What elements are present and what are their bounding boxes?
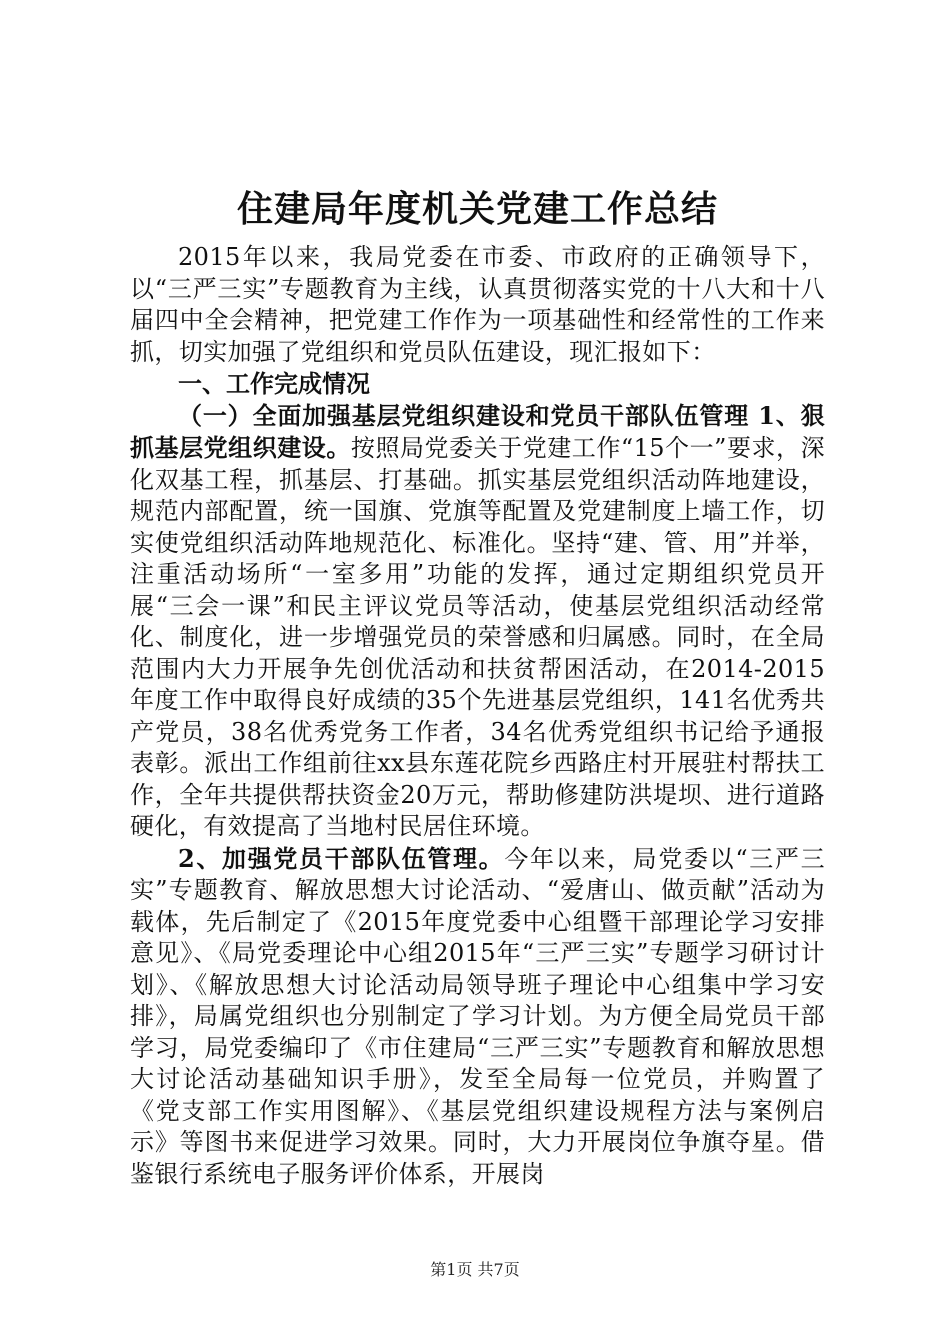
subsection-heading-1: （一）全面加强基层党组织建设和党员干部队伍管理 1、狠抓基层党组织建设。 [130, 400, 825, 462]
section-heading: 一、工作完成情况 [178, 369, 370, 398]
subsection-heading-2: 2、加强党员干部队伍管理。 [178, 843, 505, 873]
page-footer: 第1页 共7页 [430, 1260, 520, 1279]
subsection-body-1: 按照局党委关于党建工作“15个一”要求，深化双基工程，抓基层、打基础。抓实基层党组织活动阵地建设，规范内部配置，统一国旗、党旗等配置及党建制度上墙工作，切实使党组织活动阵地规范化、标准化。坚持“建、管、用”并举，注重活动场所“一室多用”功能的发挥，通过定期组织党员开展“三会一课”和民主评议党员等活动，使基层党组织活动经常化、制度化，进一步增强党员的荣誉感和归属感。同时，在全局范围内大力开展争先创优活动和扶贫帮困活动，在2014-2015年度工作中取得良好成绩的35个先进基层党组织，141名优秀共产党员，38名优秀党务工作者，34名优秀党组织书记给予通报表彰。派出工作组前往xx县东莲花院乡西路庄村开展驻村帮扶工作，全年共提供帮扶资金20万元，帮助修建防洪堤坝、进行道路硬化，有效提高了当地村民居住环境。 [130, 434, 825, 840]
subsection-paragraph-1 [130, 400, 825, 843]
document-page [130, 182, 825, 1190]
document-title: 住建局年度机关党建工作总结 [236, 188, 718, 230]
intro-paragraph: 2015年以来，我局党委在市委、市政府的正确领导下，以“三严三实”专题教育为主线，认真贯彻落实党的十八大和十八届四中全会精神，把党建工作作为一项基础性和经常性的工作来抓，切实加强了党组织和党员队伍建设，现汇报如下： [130, 243, 825, 366]
subsection-paragraph-2 [130, 843, 825, 1191]
subsection-body-2: 今年以来，局党委以“三严三实”专题教育、解放思想大讨论活动、“爱唐山、做贡献”活动为载体，先后制定了《2015年度党委中心组暨干部理论学习安排意见》、《局党委理论中心组2015年“三严三实”专题学习研讨计划》、《解放思想大讨论活动局领导班子理论中心组集中学习安排》，局属党组织也分别制定了学习计划。为方便全局党员干部学习，局党委编印了《市住建局“三严三实”专题教育和解放思想大讨论活动基础知识手册》，发至全局每一位党员，并购置了《党支部工作实用图解》、《基层党组织建设规程方法与案例启示》等图书来促进学习效果。同时，大力开展岗位争旗夺星。借鉴银行系统电子服务评价体系，开展岗 [130, 844, 825, 1188]
